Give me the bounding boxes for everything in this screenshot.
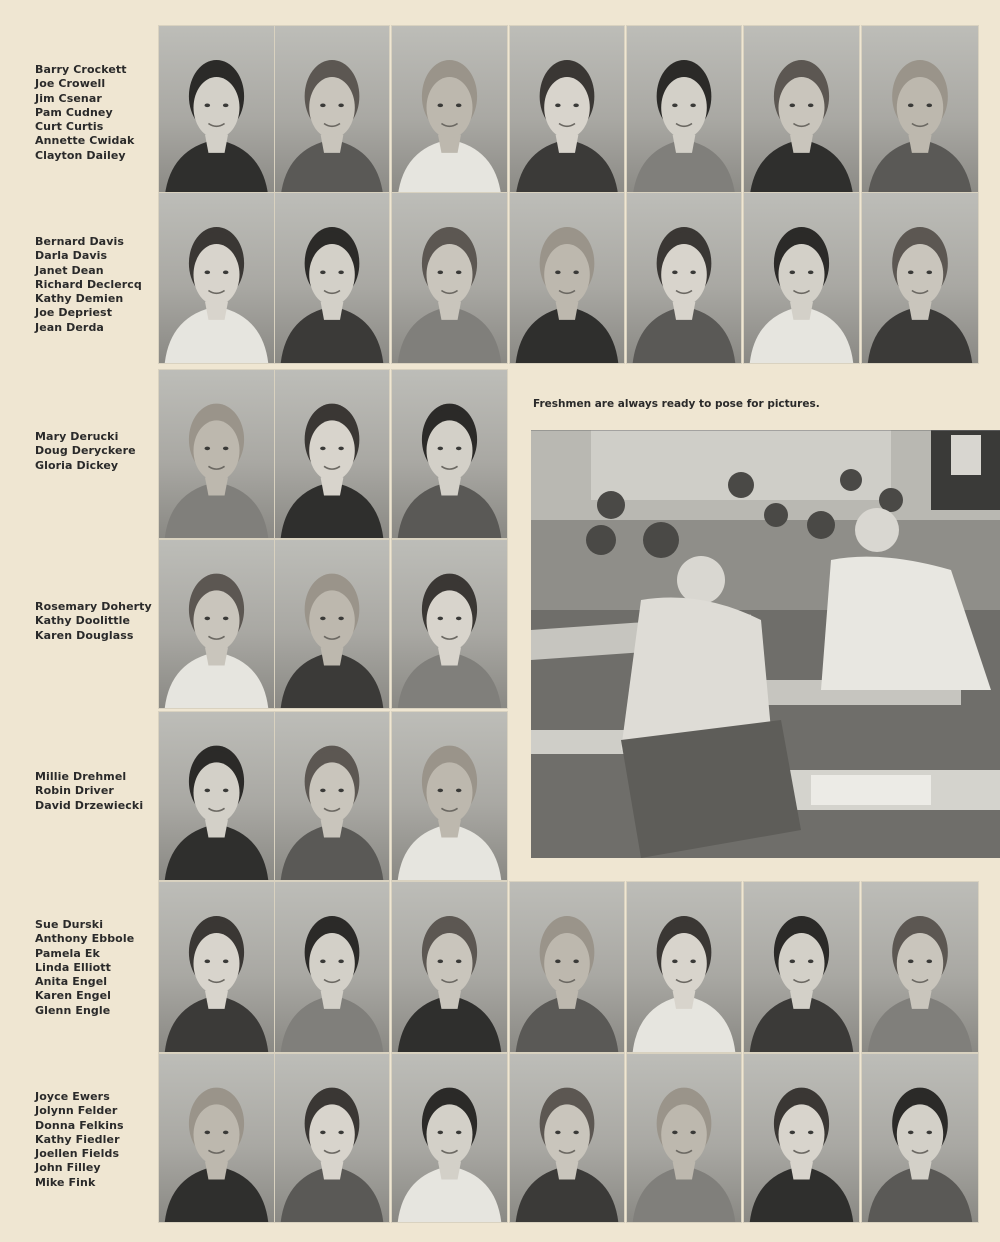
student-portrait [509,881,625,1053]
student-portrait [861,881,979,1053]
student-name: Mike Fink [35,1175,96,1189]
student-portrait [274,1053,390,1223]
student-portrait [158,1053,275,1223]
name-list-row-2 [35,235,142,335]
student-name: Joyce Ewers [35,1090,110,1103]
student-portrait [274,881,390,1053]
student-name: David Drzewiecki [35,798,144,812]
student-name: Gloria Dickey [35,458,119,472]
name-list-row-7 [35,1090,124,1190]
student-portrait [391,711,508,881]
student-portrait [158,539,275,709]
student-portrait [743,25,860,197]
student-name: Jolynn Felder [35,1104,118,1118]
student-portrait [391,25,508,197]
student-portrait [626,1053,742,1223]
student-portrait [509,1053,625,1223]
student-portrait [274,192,390,364]
student-name: Kathy Doolittle [35,614,131,628]
student-name: Joellen Fields [35,1147,120,1161]
student-portrait [626,25,742,197]
student-name: Darla Davis [35,249,108,263]
student-portrait [391,881,508,1053]
student-portrait [626,881,742,1053]
student-portrait [274,711,390,881]
student-name: Sue Durski [35,918,104,931]
student-portrait [391,539,508,709]
student-portrait [861,192,979,364]
student-name: John Filley [35,1161,101,1175]
photo-caption: Freshmen are always ready to pose for pictures. [533,398,820,410]
student-name: Rosemary Doherty [35,600,152,613]
student-name: Anita Engel [35,975,108,989]
student-portrait [158,881,275,1053]
student-portrait [158,369,275,539]
student-name: Kathy Fiedler [35,1132,120,1146]
student-portrait [158,192,275,364]
name-list-row-5 [35,770,143,813]
student-name: Curt Curtis [35,120,104,134]
student-name: Joe Crowell [35,77,106,91]
student-portrait [626,192,742,364]
student-portrait [274,25,390,197]
name-list-row-1 [35,63,134,163]
student-portrait [861,25,979,197]
student-portrait [391,369,508,539]
student-name: Barry Crockett [35,63,127,76]
student-name: Kathy Demien [35,292,124,306]
student-name: Glenn Engle [35,1003,111,1017]
student-name: Jim Csenar [35,91,102,105]
student-name: Joe Depriest [35,306,113,320]
student-name: Donna Felkins [35,1118,124,1132]
student-name: Richard Declercq [35,277,142,291]
student-name: Bernard Davis [35,235,124,248]
student-portrait [743,1053,860,1223]
student-name: Annette Cwidak [35,134,135,148]
student-portrait [861,1053,979,1223]
student-name: Mary Derucki [35,430,119,443]
student-name: Clayton Dailey [35,148,126,162]
student-name: Robin Driver [35,784,114,798]
student-portrait [509,192,625,364]
student-portrait [743,192,860,364]
student-name: Janet Dean [35,263,104,277]
student-portrait [743,881,860,1053]
name-list-row-4 [35,600,152,643]
student-name: Karen Engel [35,989,112,1003]
student-portrait [274,369,390,539]
student-name: Anthony Ebbole [35,932,135,946]
student-portrait [274,539,390,709]
student-portrait [391,192,508,364]
student-name: Pam Cudney [35,105,113,119]
student-portrait [509,25,625,197]
name-list-row-3 [35,430,136,473]
student-name: Jean Derda [35,320,104,334]
student-name: Karen Douglass [35,628,134,642]
student-portrait [158,25,275,197]
student-portrait [391,1053,508,1223]
student-name: Millie Drehmel [35,770,127,783]
student-name: Linda Elliott [35,960,111,974]
classroom-photo [531,430,1000,858]
student-portrait [158,711,275,881]
student-name: Doug Deryckere [35,444,136,458]
student-name: Pamela Ek [35,946,100,960]
name-list-row-6 [35,918,134,1018]
